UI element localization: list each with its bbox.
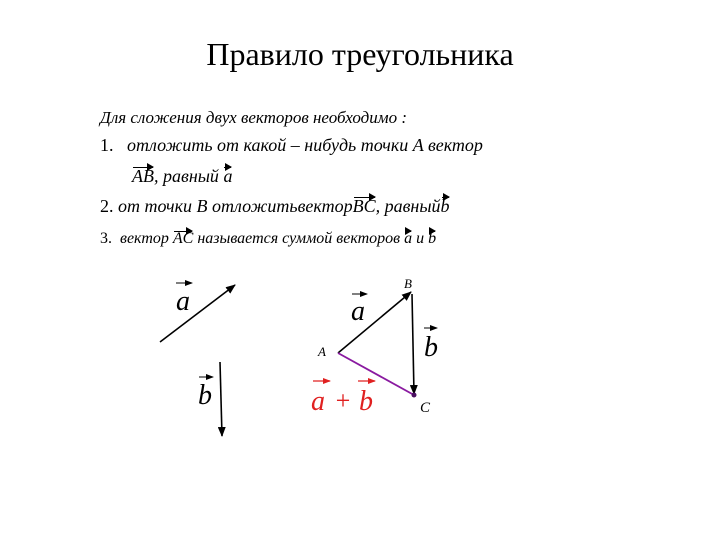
step-3-number: 3. xyxy=(100,230,112,247)
rule-intro-text: Для сложения двух векторов необходимо : xyxy=(100,108,407,127)
point-c-dot xyxy=(412,393,417,398)
sum-label-b: b xyxy=(359,386,373,417)
point-b-label: B xyxy=(404,276,412,291)
slide-title: Правило треугольника xyxy=(206,36,514,72)
vector-b-ref: b xyxy=(428,230,437,247)
step-2-number: 2. xyxy=(100,196,114,216)
free-vector-b-label: b xyxy=(198,380,212,411)
step-3-sum-text: называется суммой векторов xyxy=(197,230,401,247)
vector-a-label: a xyxy=(223,166,233,186)
free-vector-a xyxy=(160,285,235,342)
sum-label-a: a xyxy=(311,386,325,417)
step-1-text: отложить от какой – нибудь точки A вектор xyxy=(127,135,483,155)
point-a-label: A xyxy=(318,344,326,359)
vector-ab-label: AB xyxy=(132,166,154,186)
tri-vector-a-label: a xyxy=(351,296,365,327)
point-c-label: C xyxy=(420,400,431,416)
vector-bc-label: BC xyxy=(352,196,376,216)
vector-b-label: b xyxy=(440,196,450,216)
free-vector-b xyxy=(220,362,222,436)
vector-a-ref: a xyxy=(404,230,413,247)
sum-label-plus: + xyxy=(334,386,352,415)
step-1-equal-text: , равный xyxy=(154,166,219,186)
step-3-text: вектор xyxy=(120,230,169,247)
vector-ac-label: AC xyxy=(172,230,194,247)
triangle-vector-ab xyxy=(338,292,411,353)
tri-vector-b-label: b xyxy=(424,332,438,363)
free-vector-a-label: a xyxy=(176,286,190,317)
step-3-and: и xyxy=(416,230,425,247)
step-2-equal-text: , равный xyxy=(375,196,441,216)
step-2-text: от точки B отложитьвектор xyxy=(118,196,353,216)
step-1-number: 1. xyxy=(100,135,114,155)
triangle-vector-bc xyxy=(412,294,414,394)
